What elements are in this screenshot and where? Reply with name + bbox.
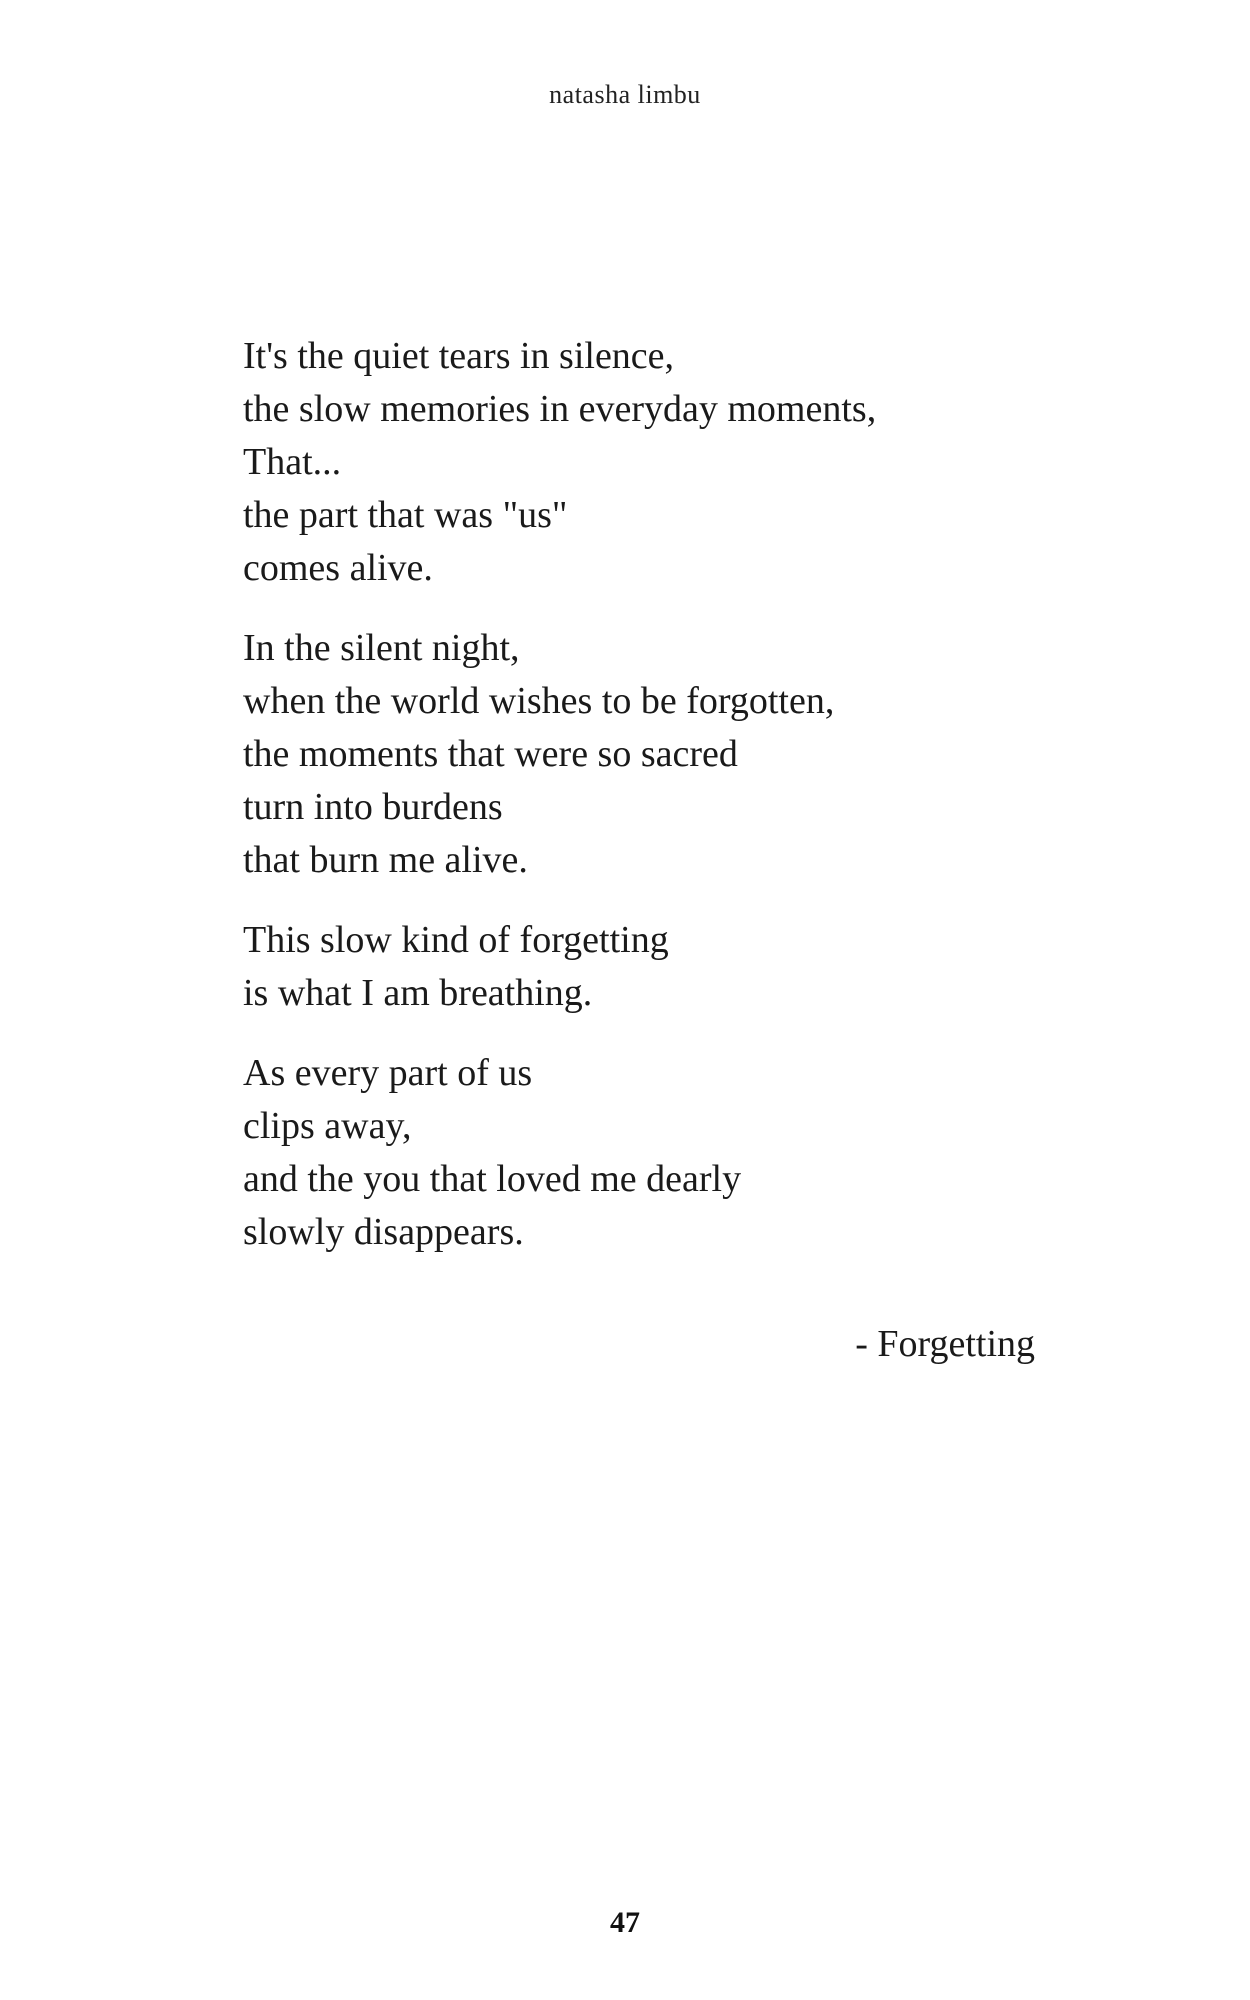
poem-line: In the silent night,: [243, 627, 520, 669]
poem-line: and the you that loved me dearly: [243, 1158, 742, 1200]
poem-line: that burn me alive.: [243, 839, 528, 881]
stanza-2: [243, 622, 1043, 887]
running-head-author: natasha limbu: [549, 80, 701, 109]
page-number: 47: [610, 1906, 640, 1939]
poem-title-signature: - Forgetting: [855, 1323, 1035, 1365]
stanza-4: [243, 1047, 1043, 1259]
poem-line: comes alive.: [243, 547, 433, 589]
poem-body: [243, 330, 1043, 1286]
poem-line: That...: [243, 441, 342, 483]
poem-line: the moments that were so sacred: [243, 733, 738, 775]
poem-line: when the world wishes to be forgotten,: [243, 680, 835, 722]
poem-line: This slow kind of forgetting: [243, 919, 669, 961]
stanza-3: [243, 914, 1043, 1020]
poem-line: the slow memories in everyday moments,: [243, 388, 877, 430]
poem-line: As every part of us: [243, 1052, 533, 1094]
poem-line: It's the quiet tears in silence,: [243, 335, 675, 377]
poem-line: the part that was "us": [243, 494, 568, 536]
poem-line: turn into burdens: [243, 786, 503, 828]
poem-line: slowly disappears.: [243, 1211, 524, 1253]
poem-line: clips away,: [243, 1105, 412, 1147]
poem-line: is what I am breathing.: [243, 972, 593, 1014]
stanza-1: [243, 330, 1043, 595]
